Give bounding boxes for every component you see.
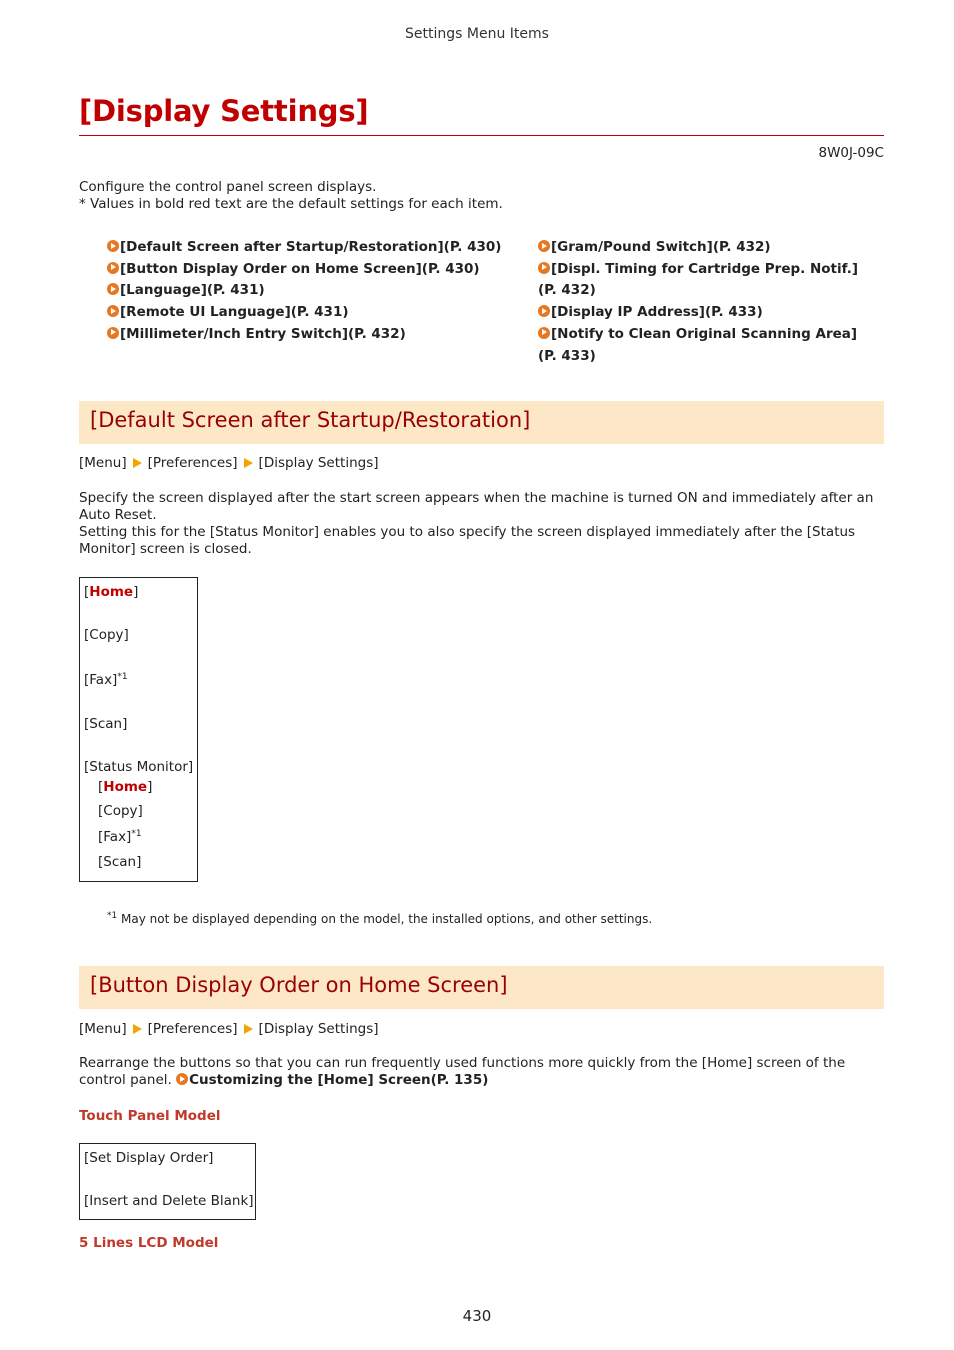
circle-arrow-icon: [107, 327, 119, 339]
page-title: [Display Settings]: [79, 94, 369, 128]
link-cartridge-timing-page[interactable]: (P. 432): [538, 282, 596, 299]
breadcrumb-preferences: [Preferences]: [147, 455, 238, 471]
circle-arrow-icon: [176, 1073, 188, 1085]
link-millimeter-inch[interactable]: [Millimeter/Inch Entry Switch](P. 432): [107, 324, 501, 346]
section-heading-default-screen: [Default Screen after Startup/Restoration]: [79, 401, 884, 444]
page-number: 430: [462, 1307, 492, 1325]
breadcrumb-menu: [Menu]: [79, 455, 127, 471]
circle-arrow-icon: [538, 305, 550, 317]
suboption-scan: [Scan]: [98, 854, 142, 870]
link-display-ip[interactable]: [Display IP Address](P. 433): [538, 302, 858, 324]
option-insert-delete-blank: [Insert and Delete Blank]: [84, 1193, 254, 1209]
suboption-fax: [Fax]$^{*1}$: [98, 829, 142, 845]
link-language[interactable]: [Language](P. 431): [107, 280, 501, 302]
footnote: $^{*1}$ May not be displayed depending on the model, the installed options, and other settings.: [107, 911, 653, 926]
link-notify-clean[interactable]: [Notify to Clean Original Scanning Area]: [538, 324, 858, 346]
breadcrumb-preferences: [Preferences]: [147, 1021, 238, 1037]
link-notify-clean-page[interactable]: (P. 433): [538, 347, 596, 364]
breadcrumb-menu: [Menu]: [79, 1021, 127, 1037]
intro-line-1: Configure the control panel screen displays.: [79, 179, 377, 195]
triangle-right-icon: [244, 458, 253, 468]
breadcrumb-2: [79, 1021, 379, 1037]
section1-description: Specify the screen displayed after the start screen appears when the machine is turned ON and immediately after an Auto Reset. Setting this for the [Status Monitor] enables you to also specify the screen displayed immediately after the [Status Monitor] screen is closed.: [79, 490, 874, 557]
page-header: Settings Menu Items: [405, 26, 549, 42]
section2-description: Rearrange the buttons so that you can run frequently used functions more quickly from the [Home] screen of the control panel. Customizing the [Home] Screen(P. 135): [79, 1055, 846, 1088]
triangle-right-icon: [133, 458, 142, 468]
circle-arrow-icon: [107, 283, 119, 295]
suboption-copy: [Copy]: [98, 803, 143, 819]
breadcrumb-display-settings: [Display Settings]: [258, 1021, 379, 1037]
link-list-left: [107, 237, 501, 346]
option-fax: [Fax]$^{*1}$: [84, 672, 128, 688]
option-scan: [Scan]: [84, 716, 128, 732]
breadcrumb: [79, 455, 379, 471]
link-remote-ui-language[interactable]: [Remote UI Language](P. 431): [107, 302, 501, 324]
link-customizing-home[interactable]: Customizing the [Home] Screen(P. 135): [176, 1072, 488, 1088]
circle-arrow-icon: [107, 305, 119, 317]
option-home: [Home]: [84, 584, 139, 600]
circle-arrow-icon: [538, 262, 550, 274]
options-box-touch-panel: [79, 1143, 256, 1220]
breadcrumb-display-settings: [Display Settings]: [258, 455, 379, 471]
option-status-monitor: [Status Monitor]: [84, 759, 194, 775]
section-heading-button-order: [Button Display Order on Home Screen]: [79, 966, 884, 1009]
triangle-right-icon: [133, 1024, 142, 1034]
triangle-right-icon: [244, 1024, 253, 1034]
link-default-screen[interactable]: [Default Screen after Startup/Restoration](P. 430): [107, 237, 501, 259]
model-heading-5-lines-lcd: 5 Lines LCD Model: [79, 1235, 219, 1251]
circle-arrow-icon: [538, 327, 550, 339]
link-gram-pound[interactable]: [Gram/Pound Switch](P. 432): [538, 237, 858, 259]
intro-text: [79, 179, 503, 213]
link-button-display-order[interactable]: [Button Display Order on Home Screen](P. 430): [107, 259, 501, 281]
option-copy: [Copy]: [84, 627, 129, 643]
title-divider: [79, 135, 884, 136]
option-set-display-order: [Set Display Order]: [84, 1150, 214, 1166]
model-heading-touch-panel: Touch Panel Model: [79, 1108, 221, 1124]
suboption-home: [Home]: [98, 779, 153, 795]
circle-arrow-icon: [107, 240, 119, 252]
link-list-right: [538, 237, 858, 367]
circle-arrow-icon: [107, 262, 119, 274]
intro-line-2: * Values in bold red text are the default settings for each item.: [79, 196, 503, 212]
circle-arrow-icon: [538, 240, 550, 252]
document-id: 8W0J-09C: [818, 145, 884, 161]
options-box-default-screen: [79, 577, 198, 882]
link-cartridge-timing[interactable]: [Displ. Timing for Cartridge Prep. Notif.]: [538, 259, 858, 281]
